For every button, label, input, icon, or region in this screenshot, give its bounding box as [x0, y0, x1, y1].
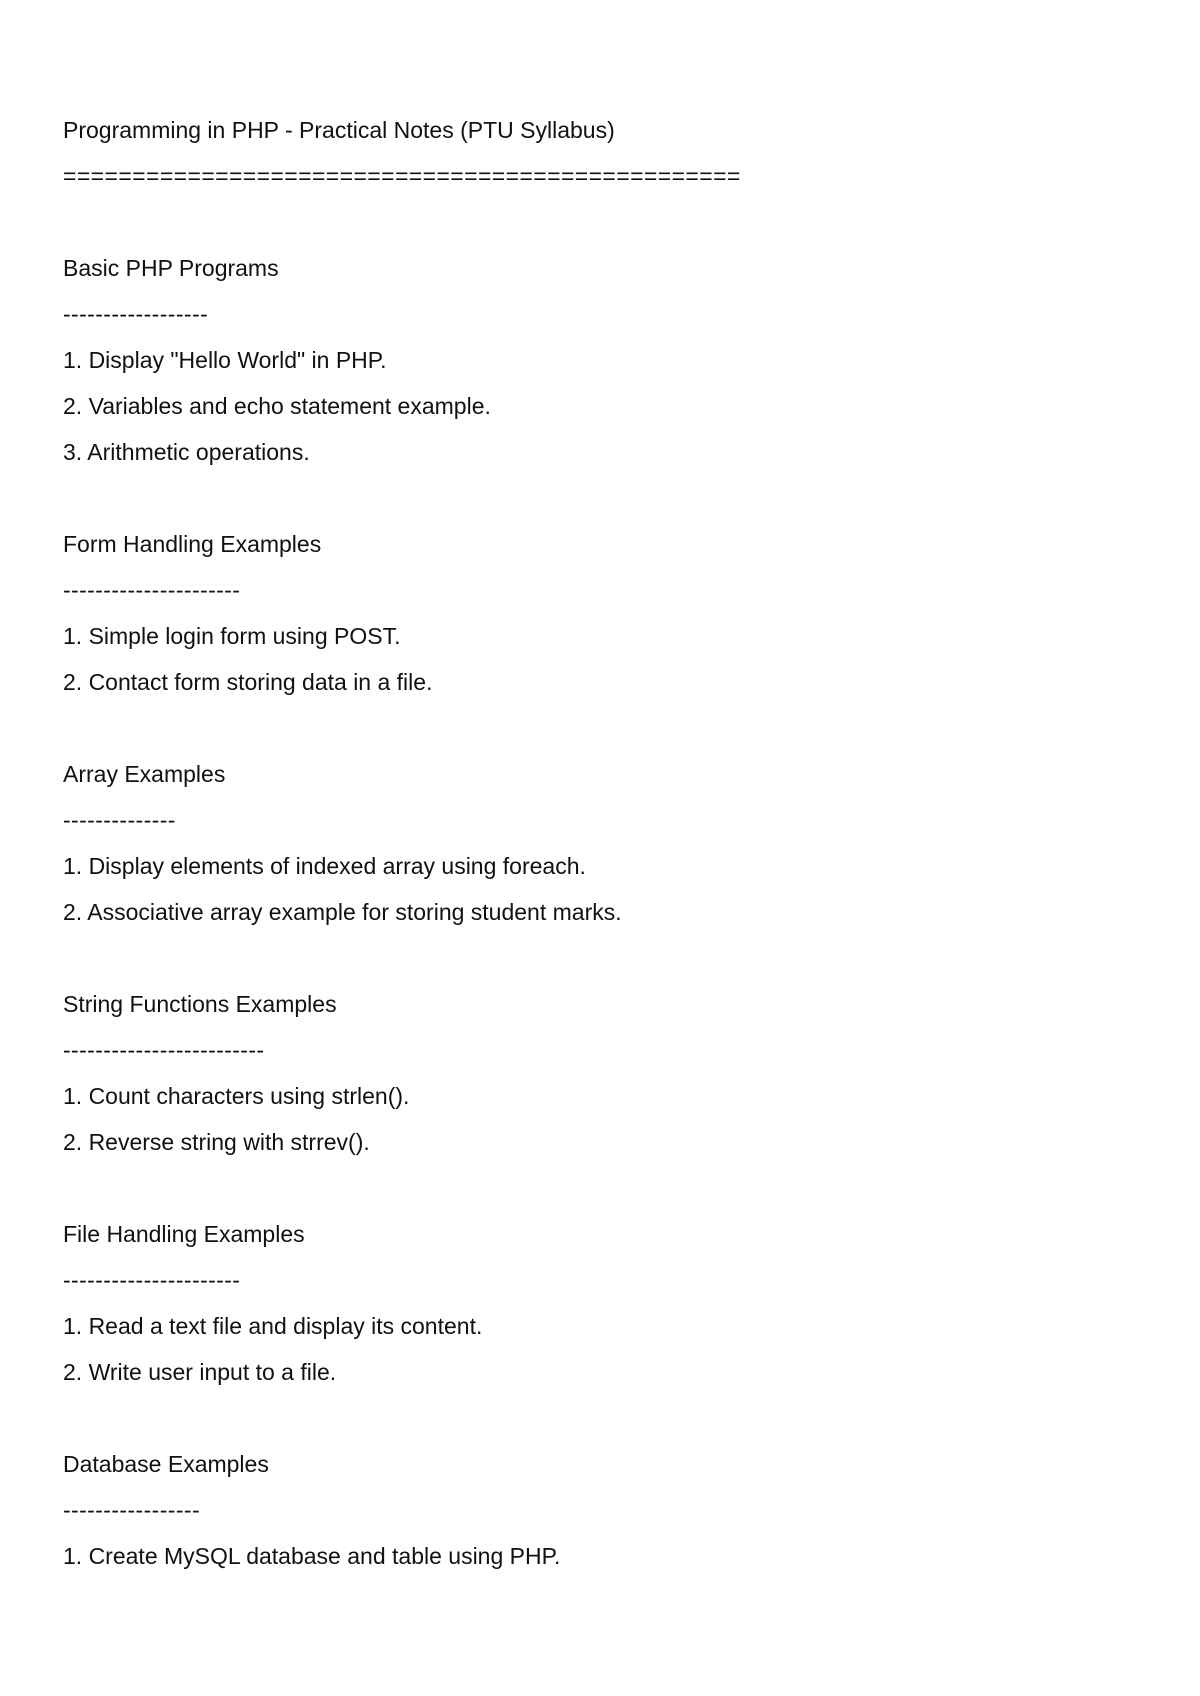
section-rule: -------------- — [63, 807, 176, 833]
section-rule: ---------------------- — [63, 577, 241, 603]
list-item: 1. Display "Hello World" in PHP. — [63, 347, 387, 373]
list-item: 2. Contact form storing data in a file. — [63, 669, 433, 695]
list-item: 2. Associative array example for storing student marks. — [63, 899, 622, 925]
section-heading: Database Examples — [63, 1451, 269, 1477]
section-heading: Basic PHP Programs — [63, 255, 279, 281]
list-item: 2. Reverse string with strrev(). — [63, 1129, 370, 1155]
spacer — [63, 1395, 1143, 1441]
list-item: 3. Arithmetic operations. — [63, 439, 310, 465]
title-rule: ================================================= — [63, 163, 741, 189]
section-heading: File Handling Examples — [63, 1221, 305, 1247]
section-rule: ----------------- — [63, 1497, 201, 1523]
spacer — [63, 935, 1143, 981]
spacer — [63, 475, 1143, 521]
list-item: 2. Variables and echo statement example. — [63, 393, 491, 419]
section-heading: String Functions Examples — [63, 991, 337, 1017]
section-heading: Form Handling Examples — [63, 531, 322, 557]
list-item: 1. Read a text file and display its content. — [63, 1313, 483, 1339]
spacer — [63, 705, 1143, 751]
spacer — [63, 199, 1143, 245]
document-content — [63, 107, 1143, 1579]
list-item: 1. Create MySQL database and table using PHP. — [63, 1543, 561, 1569]
list-item: 1. Count characters using strlen(). — [63, 1083, 410, 1109]
section-rule: ---------------------- — [63, 1267, 241, 1293]
list-item: 2. Write user input to a file. — [63, 1359, 337, 1385]
list-item: 1. Display elements of indexed array using foreach. — [63, 853, 586, 879]
section-rule: ------------------ — [63, 301, 209, 327]
spacer — [63, 1165, 1143, 1211]
list-item: 1. Simple login form using POST. — [63, 623, 401, 649]
document-title: Programming in PHP - Practical Notes (PTU Syllabus) — [63, 117, 615, 143]
section-heading: Array Examples — [63, 761, 226, 787]
section-rule: ------------------------- — [63, 1037, 265, 1063]
